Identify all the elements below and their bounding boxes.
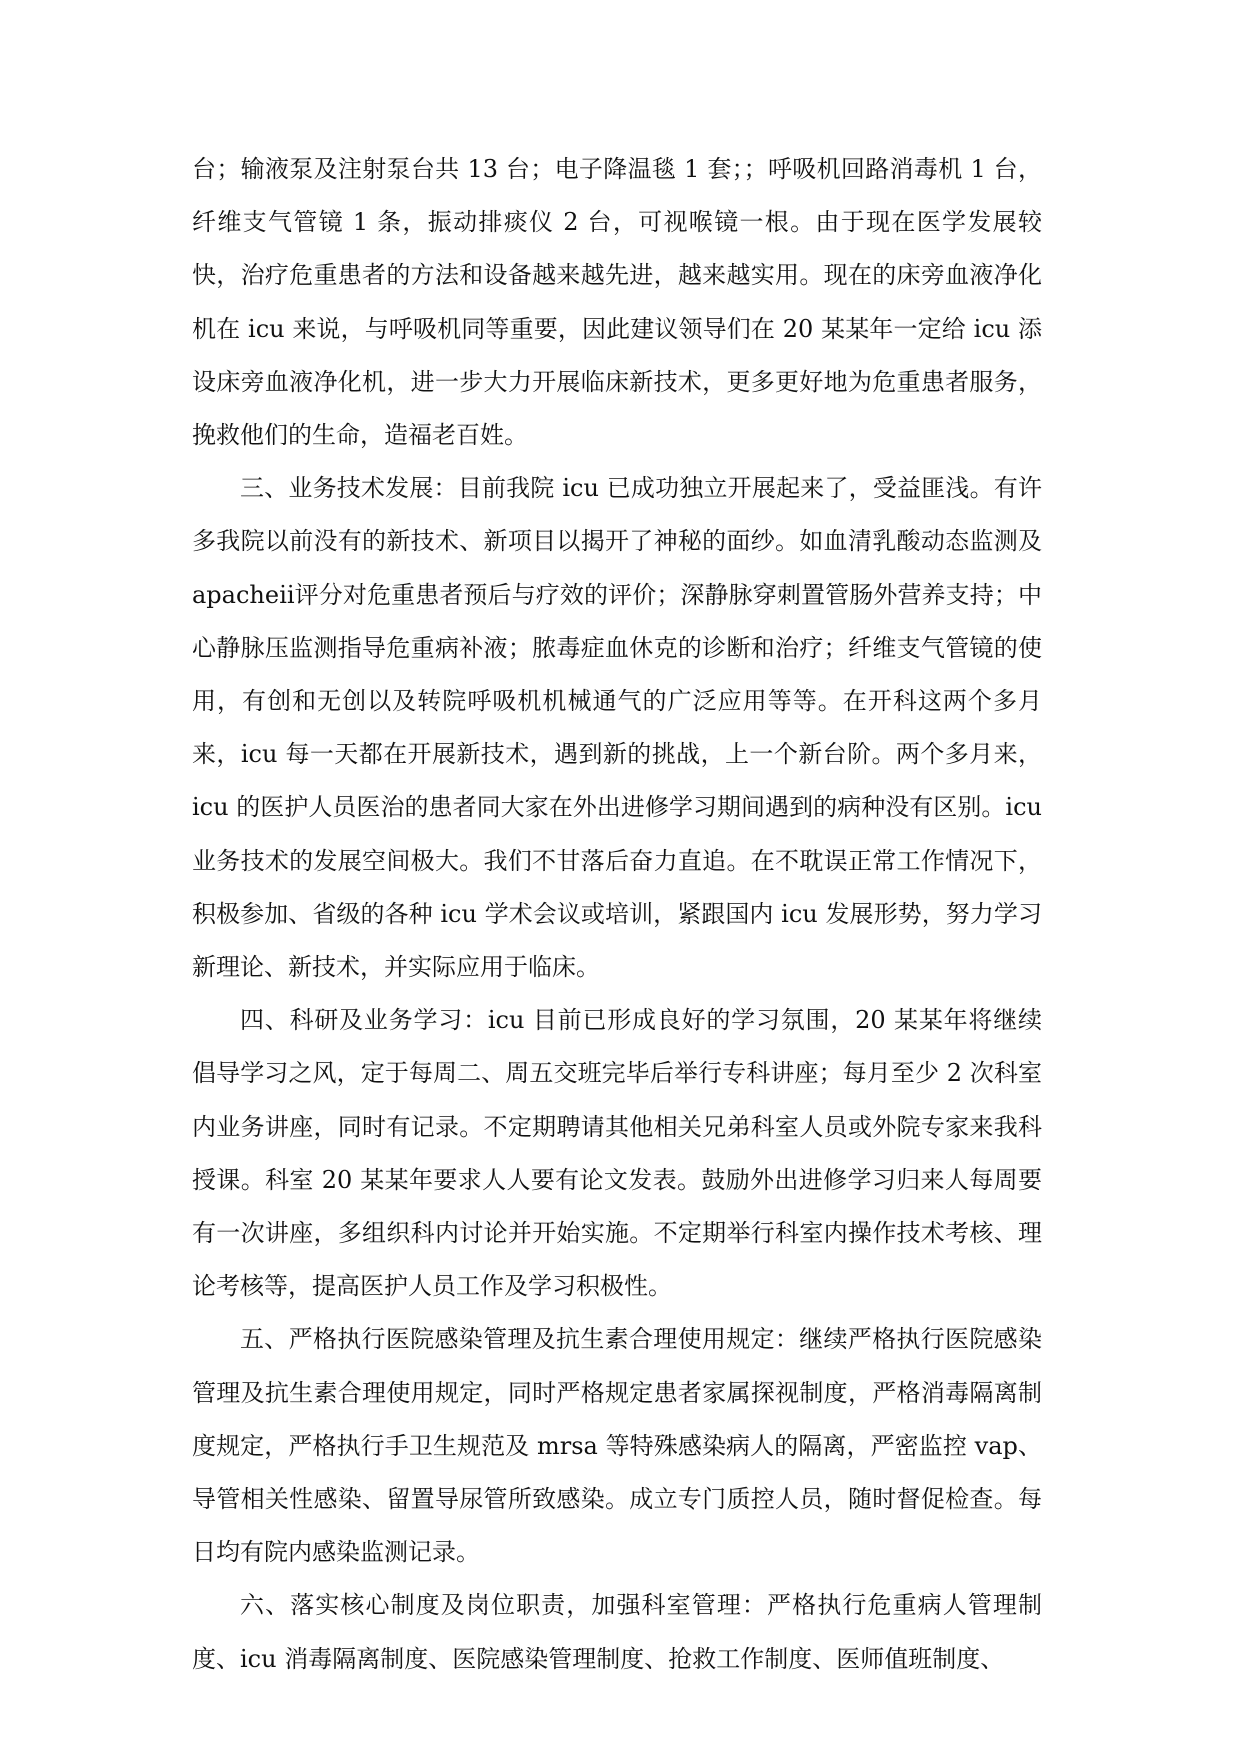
paragraph-section-5-infection-control: 五、严格执行医院感染管理及抗生素合理使用规定：继续严格执行医院感染管理及抗生素合理使用规定，同时严格规定患者家属探视制度，严格消毒隔离制度规定，严格执行手卫生规范及 mrsa 等特殊感染病人的隔离，严密监控 vap、导管相关性感染、留置导尿管所致感染。成立专门质控人员，随时督促检查。每日均有院内感染监测记录。 — [192, 1325, 1042, 1567]
paragraph-section-3-technical-development: 三、业务技术发展：目前我院 icu 已成功独立开展起来了，受益匪浅。有许多我院以前没有的新技术、新项目以揭开了神秘的面纱。如血清乳酸动态监测及 apacheⅱ评分对危重患者预后与疗效的评价；深静脉穿刺置管肠外营养支持；中心静脉压监测指导危重病补液；脓毒症血休克的诊断和治疗；纤维支气管镜的使用，有创和无创以及转院呼吸机机械通气的广泛应用等等。在开科这两个多月来，icu 每一天都在开展新技术，遇到新的挑战，上一个新台阶。两个多月来，icu 的医护人员医治的患者同大家在外出进修学习期间遇到的病种没有区别。icu 业务技术的发展空间极大。我们不甘落后奋力直追。在不耽误正常工作情况下，积极参加、省级的各种 icu 学术会议或培训，紧跟国内 icu 发展形势，努力学习新理论、新技术，并实际应用于临床。 — [192, 474, 1042, 982]
document-body — [192, 143, 1042, 1686]
paragraph-section-6-core-systems: 六、落实核心制度及岗位职责，加强科室管理：严格执行危重病人管理制度、icu 消毒隔离制度、医院感染管理制度、抢救工作制度、医师值班制度、 — [192, 1591, 1042, 1673]
paragraph-section-4-research-learning: 四、科研及业务学习：icu 目前已形成良好的学习氛围，20 某某年将继续倡导学习之风，定于每周二、周五交班完毕后举行专科讲座；每月至少 2 次科室内业务讲座，同时有记录。不定期聘请其他相关兄弟科室人员或外院专家来我科授课。科室 20 某某年要求人人要有论文发表。鼓励外出进修学习归来人每周要有一次讲座，多组织科内讨论并开始实施。不定期举行科室内操作技术考核、理论考核等，提高医护人员工作及学习积极性。 — [192, 1006, 1042, 1301]
paragraph-equipment: 台；输液泵及注射泵台共 13 台；电子降温毯 1 套；；呼吸机回路消毒机 1 台，纤维支气管镜 1 条，振动排痰仪 2 台，可视喉镜一根。由于现在医学发展较快，治疗危重患者的方法和设备越来越先进，越来越实用。现在的床旁血液净化机在 icu 来说，与呼吸机同等重要，因此建议领导们在 20 某某年一定给 icu 添设床旁血液净化机，进一步大力开展临床新技术，更多更好地为危重患者服务，挽救他们的生命，造福老百姓。 — [192, 155, 1042, 450]
